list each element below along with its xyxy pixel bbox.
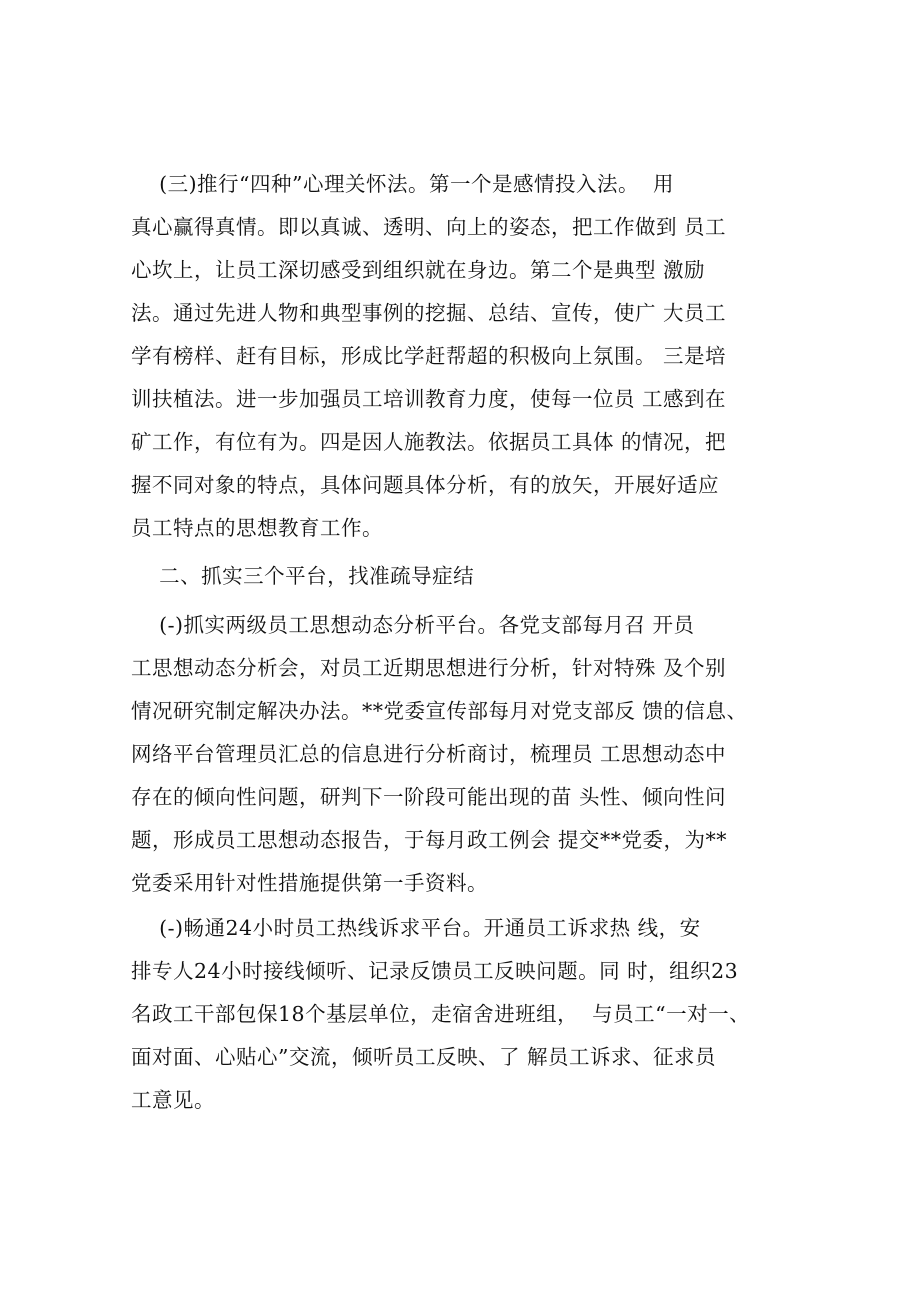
- text-line: 员工特点的思想教育工作。: [131, 516, 383, 540]
- text-line: 网络平台管理员汇总的信息进行分析商讨，梳理员 工思想动态中: [131, 742, 727, 766]
- text-line: 排专人24小时接线倾听、记录反馈员工反映问题。同 时，组织23: [131, 959, 739, 983]
- text-line: 工思想动态分析会，对员工近期思想进行分析，针对特殊 及个别: [131, 656, 727, 680]
- text-line: 法。通过先进人物和典型事例的挖掘、总结、宣传，使广 大员工: [131, 301, 727, 325]
- text-line: 心坎上，让员工深切感受到组织就在身边。第二个是典型 激励: [131, 258, 706, 282]
- text-line: 题，形成员工思想动态报告，于每月政工例会 提交**党委，为**: [131, 828, 728, 852]
- text-line: 真心赢得真情。即以真诚、透明、向上的姿态，把工作做到 员工: [131, 215, 727, 239]
- text-line: 面对面、心贴心”交流，倾听员工反映、了 解员工诉求、征求员: [131, 1045, 716, 1069]
- text-line: 党委采用针对性措施提供第一手资料。: [131, 871, 488, 895]
- heading-line: 二、抓实三个平台，找准疏导症结: [131, 564, 475, 588]
- text-line: 名政工干部包保18个基层单位，走宿舍进班组， 与员工“一对一、: [131, 1002, 751, 1026]
- text-line: 存在的倾向性问题，研判下一阶段可能出现的苗 头性、倾向性问: [131, 785, 727, 809]
- text-line: (-)畅通24小时员工热线诉求平台。开通员工诉求热 线，安: [131, 916, 701, 940]
- text-line: 握不同对象的特点，具体问题具体分析，有的放矢，开展好适应: [131, 473, 719, 497]
- text-line: 情况研究制定解决办法。**党委宣传部每月对党支部反 馈的信息、: [131, 699, 748, 723]
- text-line: (-)抓实两级员工思想动态分析平台。各党支部每月召 开员: [131, 613, 695, 637]
- text-line: 训扶植法。进一步加强员工培训教育力度，使每一位员 工感到在: [131, 387, 727, 411]
- text-line: (三)推行“四种”心理关怀法。第一个是感情投入法。 用: [131, 172, 675, 196]
- text-line: 工意见。: [131, 1088, 215, 1112]
- text-line: 学有榜样、赶有目标，形成比学赶帮超的积极向上氛围。 三是培: [131, 344, 727, 368]
- text-line: 矿工作，有位有为。四是因人施教法。依据员工具体 的情况，把: [131, 430, 727, 454]
